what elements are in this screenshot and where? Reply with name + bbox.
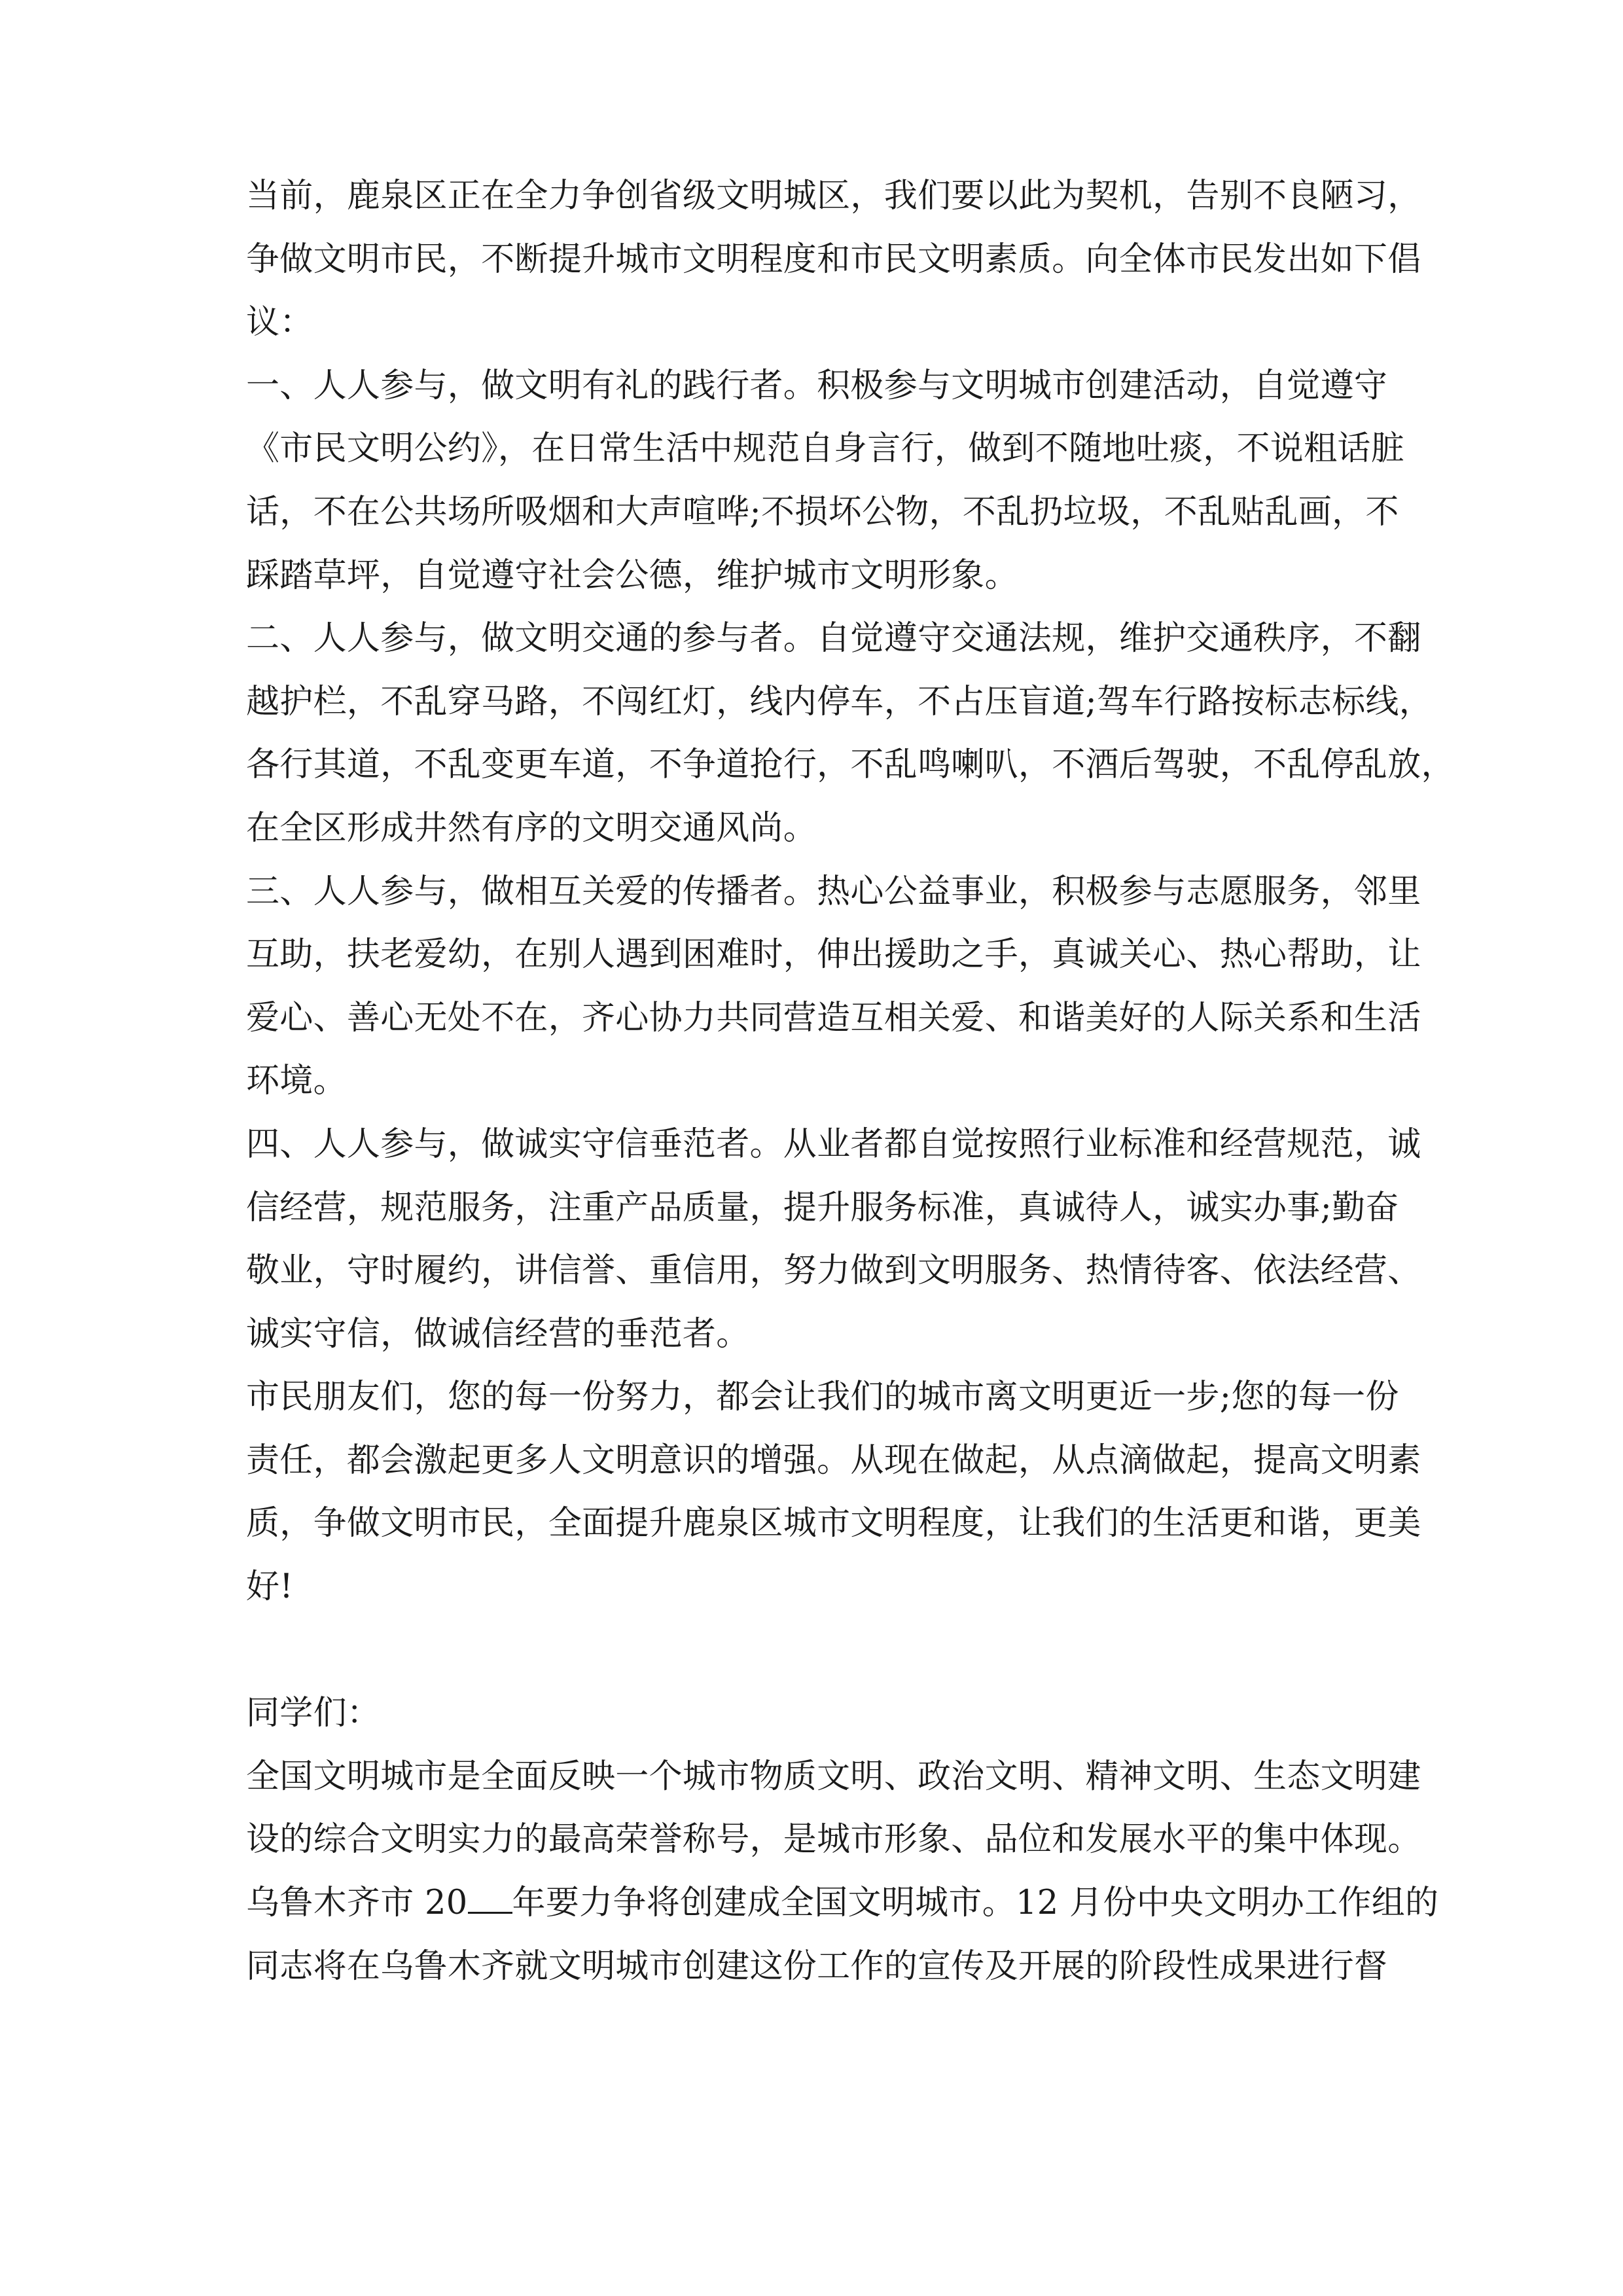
text-line: 争做文明市民，不断提升城市文明程度和市民文明素质。向全体市民发出如下倡 (246, 240, 1421, 279)
text-line: 四、人人参与，做诚实守信垂范者。从业者都自觉按照行业标准和经营规范，诚 (246, 1124, 1421, 1164)
text-line: 爱心、善心无处不在，齐心协力共同营造互相关爱、和谐美好的人际关系和生活 (246, 998, 1421, 1037)
text-line: 越护栏，不乱穿马路，不闯红灯，线内停车，不占压盲道;驾车行路按标志标线， (246, 682, 1433, 721)
text-line: 全国文明城市是全面反映一个城市物质文明、政治文明、精神文明、生态文明建 (246, 1757, 1421, 1796)
text-line: 话，不在公共场所吸烟和大声喧哗;不损坏公物，不乱扔垃圾，不乱贴乱画，不 (246, 492, 1399, 531)
second-letter-paragraph (246, 1746, 1439, 1998)
text-line: 市民朋友们，您的每一份努力，都会让我们的城市离文明更近一步;您的每一份 (246, 1378, 1399, 1417)
text-line-with-blank (246, 1872, 1439, 1935)
section-gap (246, 1619, 1398, 1683)
text-line: 好! (246, 1568, 294, 1607)
text-line: 责任，都会激起更多人文明意识的增强。从现在做起，从点滴做起，提高文明素 (246, 1441, 1421, 1480)
text-line: 当前，鹿泉区正在全力争创省级文明城区，我们要以此为契机，告别不良陋习， (246, 177, 1421, 215)
salutation: 同学们： (246, 1694, 381, 1733)
text-line: 诚实守信，做诚信经营的垂范者。 (246, 1314, 750, 1354)
intro-paragraph (246, 165, 1421, 355)
proposal-item-2 (246, 607, 1455, 860)
text-line: 互助，扶老爱幼，在别人遇到困难时，伸出援助之手，真诚关心、热心帮助，让 (246, 935, 1421, 975)
text-line: 在全区形成井然有序的文明交通风尚。 (246, 808, 817, 848)
text-line: 踩踏草坪，自觉遵守社会公德，维护城市文明形象。 (246, 556, 1018, 595)
year-suffix: 年要力争将创建成全国文明城市。12 月份中央文明办工作组的 (512, 1884, 1439, 1923)
text-line: 信经营，规范服务，注重产品质量，提升服务标准，真诚待人，诚实办事;勤奋 (246, 1188, 1399, 1227)
text-line: 同志将在乌鲁木齐就文明城市创建这份工作的宣传及开展的阶段性成果进行督 (246, 1946, 1388, 1986)
text-line: 《市民文明公约》，在日常生活中规范自身言行，做到不随地吐痰，不说粗话脏 (246, 429, 1405, 469)
text-line: 设的综合文明实力的最高荣誉称号，是城市形象、品位和发展水平的集中体现。 (246, 1820, 1421, 1859)
text-line: 质，争做文明市民，全面提升鹿泉区城市文明程度，让我们的生活更和谐，更美 (246, 1504, 1421, 1543)
text-line: 敬业，守时履约，讲信誉、重信用，努力做到文明服务、热情待客、依法经营、 (246, 1251, 1421, 1291)
proposal-item-1 (246, 355, 1405, 607)
year-prefix: 乌鲁木齐市 20 (246, 1884, 468, 1923)
text-line: 一、人人参与，做文明有礼的践行者。积极参与文明城市创建活动，自觉遵守 (246, 366, 1388, 405)
closing-paragraph (246, 1366, 1421, 1619)
text-line: 议： (246, 303, 313, 342)
text-line: 环境。 (246, 1062, 347, 1101)
proposal-item-3 (246, 861, 1421, 1113)
text-line: 各行其道，不乱变更车道，不争道抢行，不乱鸣喇叭，不酒后驾驶，不乱停乱放， (246, 745, 1455, 785)
text-line: 三、人人参与，做相互关爱的传播者。热心公益事业，积极参与志愿服务，邻里 (246, 872, 1421, 911)
proposal-item-4 (246, 1113, 1421, 1366)
year-blank (468, 1886, 512, 1914)
text-line: 二、人人参与，做文明交通的参与者。自觉遵守交通法规，维护交通秩序，不翻 (246, 619, 1421, 658)
document-body (246, 165, 1455, 1998)
